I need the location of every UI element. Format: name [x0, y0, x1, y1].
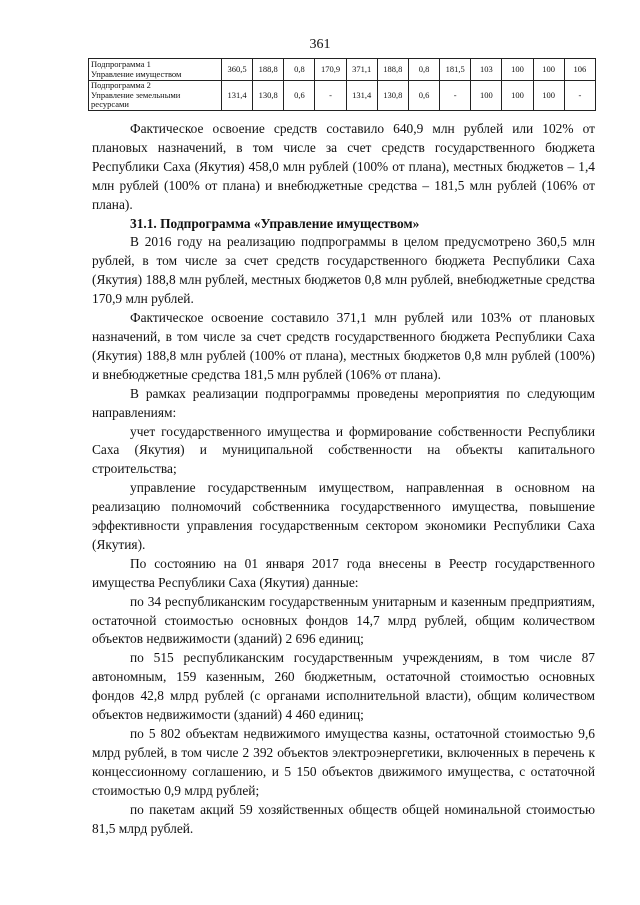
- table-cell: 0,6: [284, 81, 315, 111]
- table-cell: 100: [533, 81, 564, 111]
- table-row: [89, 81, 596, 111]
- paragraph: по пакетам акций 59 хозяйственных обществ общей номинальной стоимостью 81,5 млрд рублей.: [92, 801, 595, 836]
- page-number: 361: [309, 37, 331, 52]
- subprogram-name-line: Управление земельными: [91, 89, 181, 100]
- table-cell: 371,1: [346, 59, 377, 81]
- paragraph: управление государственным имуществом, направленная в основном на реализацию полномочий собственника государственного имущества, повышение эффективности управления государственным сектором экономики Республики Саха (Якутия).: [92, 480, 595, 552]
- table-cell: 0,8: [408, 59, 439, 81]
- table-cell: 130,8: [253, 81, 284, 111]
- paragraph: учет государственного имущества и формирование собственности Республики Саха (Якутия) и муниципальной собственности на объекты капитального строительства;: [92, 423, 595, 477]
- paragraph: В рамках реализации подпрограммы проведены мероприятия по следующим направлениям:: [92, 385, 595, 420]
- table-cell: 188,8: [253, 59, 284, 81]
- table-cell: 100: [533, 59, 564, 81]
- paragraph: Фактическое освоение составило 371,1 млн рублей или 103% от плановых назначений, в том числе за счет средств государственного бюджета Республики Саха (Якутия) 188,8 млн рублей (100% от плана), местных бюджетов 0,8 млн рублей (100%) и внебюджетные средства 181,5 млн рублей (106% от плана).: [92, 310, 595, 382]
- subprogram-name-line: Подпрограмма 1: [91, 59, 151, 69]
- document-body: [92, 120, 595, 838]
- paragraph: по 34 республиканским государственным унитарным и казенным предприятиям, остаточной стоимостью основных фондов 14,7 млрд рублей, общим количеством объектов недвижимости (зданий) 2 696 единиц;: [92, 593, 595, 647]
- subprogram-name-line: Подпрограмма 2: [91, 80, 151, 90]
- table-cell: 0,8: [284, 59, 315, 81]
- table-cell: 131,4: [346, 81, 377, 111]
- table-cell-subprogram-name: [89, 81, 222, 111]
- paragraph: В 2016 году на реализацию подпрограммы в целом предусмотрено 360,5 млн рублей, в том числе за счет средств государственного бюджета Республики Саха (Якутия) 188,8 млн рублей, местных бюджетов 0,8 млн рублей, внебюджетные средства 170,9 млн рублей.: [92, 234, 595, 307]
- table-cell-subprogram-name: [89, 59, 222, 81]
- table-cell: 100: [471, 81, 502, 111]
- table-cell: -: [564, 81, 595, 111]
- table-cell: 103: [471, 59, 502, 81]
- table-cell: 0,6: [408, 81, 439, 111]
- budget-table-body: [89, 59, 596, 111]
- table-cell: 360,5: [222, 59, 253, 81]
- budget-table: [88, 58, 596, 111]
- table-cell: 100: [502, 81, 533, 111]
- table-cell: 181,5: [440, 59, 471, 81]
- table-cell: 130,8: [377, 81, 408, 111]
- paragraph: Фактическое освоение средств составило 640,9 млн рублей или 102% от плановых назначений, в том числе за счет средств государственного бюджета Республики Саха (Якутия) 458,0 млн рублей (100% от плана), местных бюджетов – 1,4 млн рублей (100% от плана) и внебюджетные средства – 181,5 млн рублей (106% от плана).: [92, 121, 595, 212]
- paragraph: По состоянию на 01 января 2017 года внесены в Реестр государственного имущества Республики Саха (Якутия) данные:: [92, 555, 595, 590]
- table-cell: -: [315, 81, 346, 111]
- table-cell: 131,4: [222, 81, 253, 111]
- table-cell: -: [440, 81, 471, 111]
- table-cell: 106: [564, 59, 595, 81]
- subprogram-name-line: Управление имуществом: [91, 68, 182, 79]
- section-heading: 31.1. Подпрограмма «Управление имуществом»: [130, 215, 420, 231]
- paragraph: по 5 802 объектам недвижимого имущества казны, остаточной стоимостью 9,6 млрд рублей, в том числе 2 392 объектов электроэнергетики, включенных в перечень к концессионному соглашению, и 5 150 объектов движимого имущества, с остаточной стоимостью 0,9 млрд рублей;: [92, 726, 595, 798]
- paragraph: по 515 республиканским государственным учреждениям, в том числе 87 автономным, 159 казенным, 260 бюджетным, остаточной стоимостью основных фондов 42,8 млрд рублей (с органами исполнительной власти), общим количеством объектов недвижимости (зданий) 4 460 единиц;: [92, 650, 595, 723]
- subprogram-name-line: ресурсами: [91, 99, 129, 109]
- table-row: [89, 59, 596, 81]
- table-cell: 170,9: [315, 59, 346, 81]
- table-cell: 100: [502, 59, 533, 81]
- table-cell: 188,8: [377, 59, 408, 81]
